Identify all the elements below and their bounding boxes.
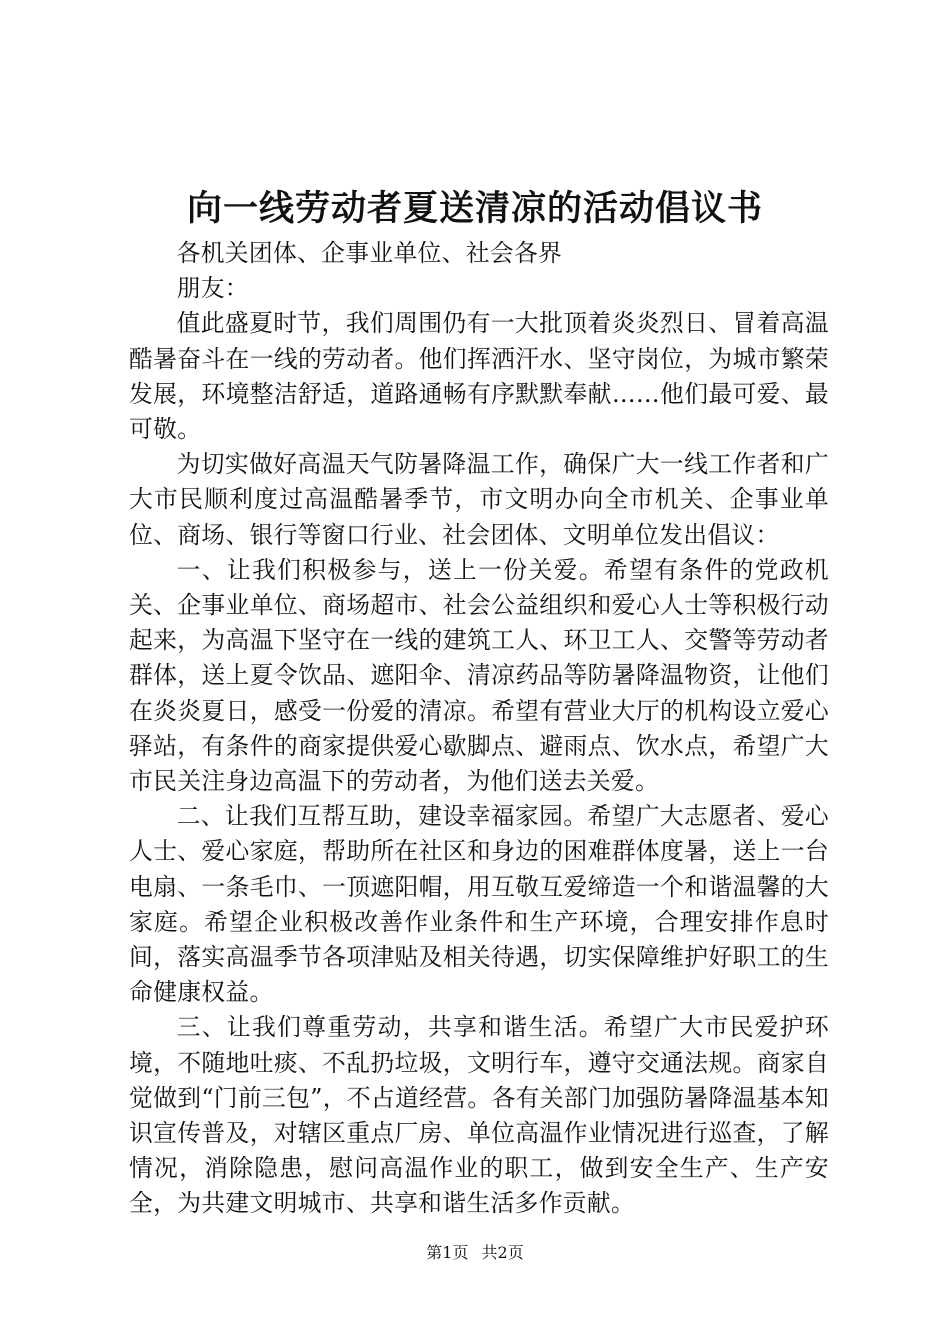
salutation-line-1: 各机关团体、企事业单位、社会各界 — [176, 239, 563, 267]
page-number: 第1页 — [426, 1243, 469, 1262]
document-title: 向一线劳动者夏送清凉的活动倡议书 — [186, 188, 763, 229]
paragraph-item-2: 二、让我们互帮互助，建设幸福家园。希望广大志愿者、爱心人士、爱心家庭，帮助所在社区和身边的困难群体度暑，送上一台电扇、一条毛巾、一顶遮阳帽，用互敬互爱缔造一个和谐温馨的大家庭。希望企业积极改善作业条件和生产环境，合理安排作息时间，落实高温季节各项津贴及相关待遇，切实保障维护好职工的生命健康权益。 — [129, 802, 829, 1007]
page-footer — [0, 1243, 950, 1263]
page-total: 共2页 — [481, 1243, 524, 1262]
salutation-line-2: 朋友： — [176, 274, 249, 303]
paragraph-item-1: 一、让我们积极参与，送上一份关爱。希望有条件的党政机关、企事业单位、商场超市、社会公益组织和爱心人士等积极行动起来，为高温下坚守在一线的建筑工人、环卫工人、交警等劳动者群体，送上夏令饮品、遮阳伞、清凉药品等防暑降温物资，让他们在炎炎夏日，感受一份爱的清凉。希望有营业大厅的机构设立爱心驿站，有条件的商家提供爱心歇脚点、避雨点、饮水点，希望广大市民关注身边高温下的劳动者，为他们送去关爱。 — [129, 555, 829, 796]
document-body — [129, 236, 829, 1222]
paragraph-intro: 值此盛夏时节，我们周围仍有一大批顶着炎炎烈日、冒着高温酷暑奋斗在一线的劳动者。他们挥洒汗水、坚守岗位，为城市繁荣发展，环境整洁舒适，道路通畅有序默默奉献……他们最可爱、最可敬。 — [129, 309, 829, 444]
paragraph-proposal: 为切实做好高温天气防暑降温工作，确保广大一线工作者和广大市民顺利度过高温酷暑季节，市文明办向全市机关、企事业单位、商场、银行等窗口行业、社会团体、文明单位发出倡议： — [129, 450, 829, 549]
paragraph-item-3: 三、让我们尊重劳动，共享和谐生活。希望广大市民爱护环境，不随地吐痰、不乱扔垃圾，文明行车，遵守交通法规。商家自觉做到“门前三包”，不占道经营。各有关部门加强防暑降温基本知识宣传普及，对辖区重点厂房、单位高温作业情况进行巡查，了解情况，消除隐患，慰问高温作业的职工，做到安全生产、生产安全，为共建文明城市、共享和谐生活多作贡献。 — [129, 1013, 829, 1218]
